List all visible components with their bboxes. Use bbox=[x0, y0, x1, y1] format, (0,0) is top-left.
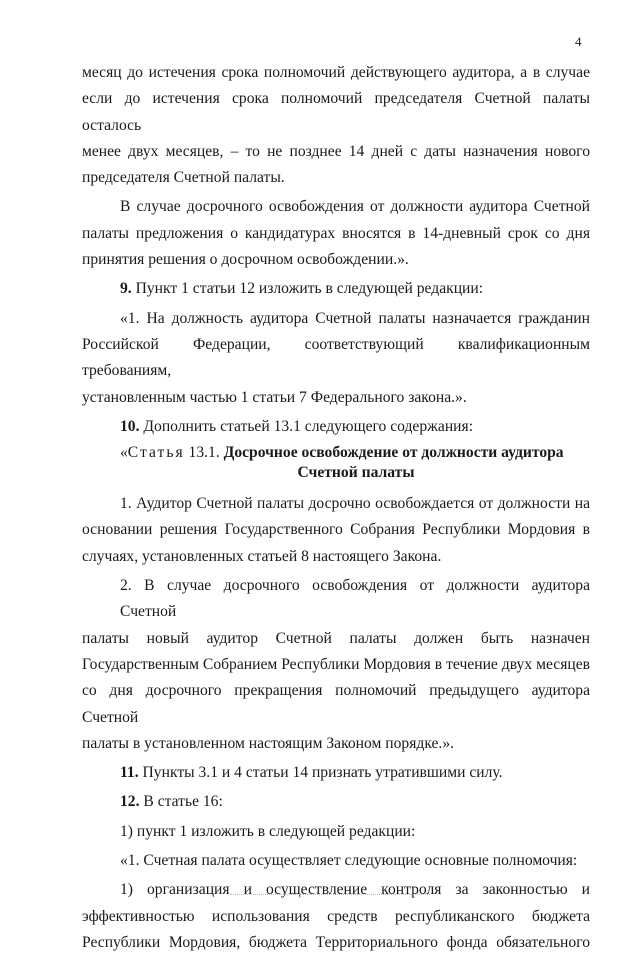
item-12 bbox=[82, 789, 590, 815]
item-text: Пункты 3.1 и 4 статьи 14 признать утратившими силу. bbox=[138, 764, 503, 782]
text-line: менее двух месяцев, – то не позднее 14 дней с даты назначения нового bbox=[82, 142, 590, 160]
paragraph-last bbox=[82, 877, 590, 956]
text-line: 2. В случае досрочного освобождения от должности аудитора Счетной bbox=[120, 577, 590, 621]
article-title-line1: Досрочное освобождение от должности аудитора bbox=[223, 444, 564, 462]
text-line: председателя Счетной палаты. bbox=[82, 169, 285, 187]
text-line: В случае досрочного освобождения от должности аудитора Счетной bbox=[120, 198, 590, 216]
text-line: палаты новый аудитор Счетной палаты должен быть назначен bbox=[82, 629, 590, 647]
item-text: Пункт 1 статьи 12 изложить в следующей редакции: bbox=[131, 280, 484, 298]
item-10 bbox=[82, 414, 590, 440]
item-number: 11. bbox=[120, 764, 139, 782]
quote-1: «1. Счетная палата осуществляет следующие основные полномочия: bbox=[120, 852, 578, 870]
text-line: если до истечения срока полномочий председателя Счетной палаты осталось bbox=[82, 90, 590, 134]
item-number: 9. bbox=[120, 280, 132, 298]
article-title-line2: Счетной палаты bbox=[297, 464, 415, 482]
item-text: Дополнить статьей 13.1 следующего содержания: bbox=[139, 417, 474, 435]
paragraph-2 bbox=[82, 194, 590, 273]
article-word: Статья bbox=[127, 444, 185, 462]
text-line: месяц до истечения срока полномочий действующего аудитора, а в случае bbox=[82, 64, 590, 81]
item-9 bbox=[82, 276, 590, 302]
article-heading-line bbox=[82, 443, 590, 463]
text-line: 1) организация и осуществление контроля за законностью и bbox=[120, 881, 590, 899]
scan-artifact bbox=[230, 894, 430, 897]
text-line: Республики Мордовия, бюджета Территориального фонда обязательного bbox=[82, 933, 590, 951]
text-line: со дня досрочного прекращения полномочий предыдущего аудитора Счетной bbox=[82, 682, 590, 726]
article-number: 13.1. bbox=[184, 444, 224, 462]
text-line: эффективностью использования средств республиканского бюджета bbox=[82, 907, 590, 925]
text-line: палаты предложения о кандидатурах вносятся в 14-дневный срок со дня bbox=[82, 224, 590, 242]
subitem-1: 1) пункт 1 изложить в следующей редакции: bbox=[120, 822, 416, 840]
article-heading bbox=[82, 443, 590, 483]
item-11 bbox=[82, 760, 590, 786]
document-body bbox=[82, 60, 590, 956]
item-number: 12. bbox=[120, 793, 140, 811]
paragraph-1 bbox=[82, 60, 590, 191]
item-text: В статье 16: bbox=[139, 793, 223, 811]
text-line: «1. На должность аудитора Счетной палаты назначается гражданин bbox=[120, 309, 590, 327]
text-line: палаты в установленном настоящим Законом порядке.». bbox=[82, 734, 455, 752]
text-line: принятия решения о досрочном освобождении.». bbox=[82, 251, 409, 269]
page-number: 4 bbox=[575, 34, 582, 49]
text-line: Российской Федерации, соответствующий квалификационным требованиям, bbox=[82, 335, 590, 380]
text-line: основании решения Государственного Собрания Республики Мордовия в bbox=[82, 521, 590, 539]
paragraph-5 bbox=[82, 573, 590, 757]
text-line: 1. Аудитор Счетной палаты досрочно освобождается от должности на bbox=[120, 495, 590, 513]
article-prefix: « bbox=[120, 444, 128, 462]
text-line: установленным частью 1 статьи 7 Федерального закона.». bbox=[82, 388, 467, 406]
item-number: 10. bbox=[120, 417, 140, 435]
paragraph-4 bbox=[82, 491, 590, 570]
text-line: случаях, установленных статьей 8 настоящего Закона. bbox=[82, 547, 442, 565]
paragraph-3 bbox=[82, 306, 590, 411]
text-line: Государственным Собранием Республики Мордовия в течение двух месяцев bbox=[82, 655, 590, 673]
